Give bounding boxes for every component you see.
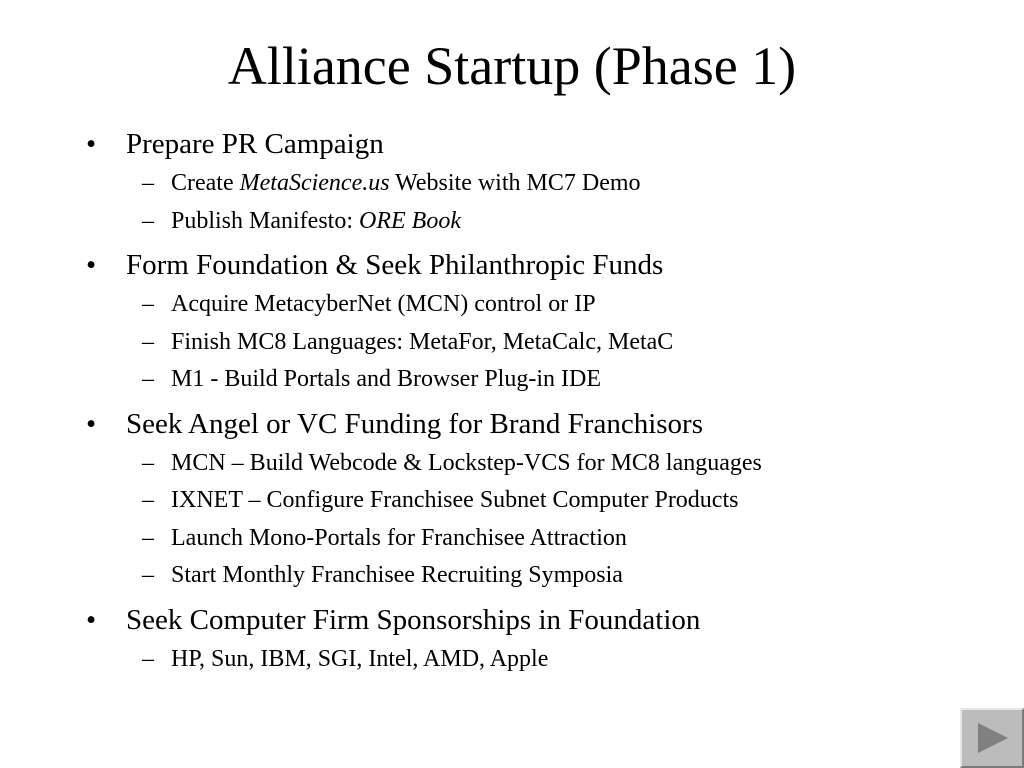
sub-item — [126, 557, 1024, 595]
sub-text: Finish MC8 Languages: MetaFor, MetaCalc, MetaC — [171, 328, 674, 355]
sub-marker: – — [142, 487, 154, 513]
bullet-item — [0, 244, 1024, 399]
sub-text: HP, Sun, IBM, SGI, Intel, AMD, Apple — [171, 645, 549, 672]
sub-marker: – — [142, 449, 154, 476]
sub-text: M1 - Build Portals and Browser Plug-in IDE — [171, 366, 601, 392]
play-next-icon — [978, 723, 1008, 753]
sub-item — [126, 286, 1024, 324]
bullet-marker: • — [86, 128, 97, 160]
sub-text-italic: MetaScience.us — [239, 170, 390, 196]
sub-text: Acquire MetacyberNet (MCN) control or IP — [171, 291, 596, 317]
sub-list — [126, 286, 1024, 399]
bullet-marker: • — [86, 407, 97, 440]
sub-item — [126, 482, 1024, 520]
sub-list — [126, 445, 1024, 595]
bullet-item — [0, 123, 1024, 240]
sub-text: Launch Mono-Portals for Franchisee Attraction — [171, 524, 627, 551]
sub-text: Publish Manifesto: — [171, 207, 360, 234]
bullet-item — [0, 599, 1024, 679]
sub-item — [126, 520, 1024, 558]
sub-marker: – — [142, 291, 154, 317]
sub-text: MCN – Build Webcode & Lockstep-VCS for MC8 languages — [171, 449, 762, 476]
sub-item — [126, 165, 1024, 203]
sub-marker: – — [142, 328, 154, 355]
sub-text: Start Monthly Franchisee Recruiting Symposia — [171, 562, 623, 588]
bullet-item — [0, 403, 1024, 595]
sub-marker: – — [142, 645, 154, 672]
sub-text: Website with MC7 Demo — [389, 170, 641, 196]
bullet-text: Prepare PR Campaign — [126, 128, 384, 160]
bullet-marker: • — [86, 249, 97, 281]
sub-marker: – — [142, 366, 154, 392]
sub-item — [126, 361, 1024, 399]
sub-list — [126, 641, 1024, 679]
bullet-text: Form Foundation & Seek Philanthropic Funds — [126, 249, 664, 281]
next-slide-button[interactable] — [960, 708, 1024, 768]
sub-marker: – — [142, 170, 154, 196]
sub-text: IXNET – Configure Franchisee Subnet Computer Products — [171, 487, 739, 513]
sub-item — [126, 324, 1024, 362]
sub-marker: – — [142, 524, 154, 551]
sub-item — [126, 203, 1024, 241]
sub-item — [126, 445, 1024, 483]
bullet-list — [0, 123, 1024, 678]
sub-list — [126, 165, 1024, 240]
sub-text: Create — [171, 170, 240, 196]
slide-title: Alliance Startup (Phase 1) — [227, 36, 797, 96]
bullet-text: Seek Angel or VC Funding for Brand Franchisors — [126, 407, 703, 440]
sub-text-italic: ORE Book — [359, 207, 461, 234]
bullet-marker: • — [86, 603, 97, 636]
bullet-text: Seek Computer Firm Sponsorships in Foundation — [126, 603, 701, 636]
sub-item — [126, 641, 1024, 679]
sub-marker: – — [142, 207, 154, 234]
sub-marker: – — [142, 562, 154, 588]
